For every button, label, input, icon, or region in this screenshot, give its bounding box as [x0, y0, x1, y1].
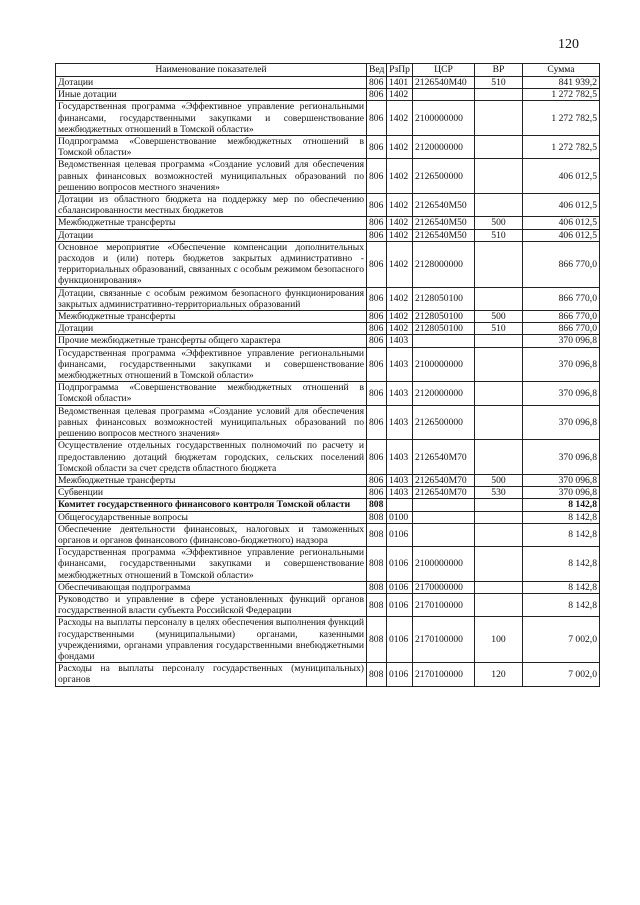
cell-sum: 7 002,0: [523, 617, 600, 663]
cell-sum: 370 096,8: [523, 335, 600, 347]
cell-rzpr: 1402: [387, 217, 413, 229]
cell-ved: 806: [367, 382, 387, 405]
cell-name: Расходы на выплаты персоналу государственных (муниципальных) органов: [56, 663, 367, 686]
cell-sum: 841 939,2: [523, 77, 600, 89]
cell-ved: 806: [367, 287, 387, 310]
cell-ved: 806: [367, 241, 387, 287]
cell-name: Субвенции: [56, 487, 367, 499]
cell-name: Межбюджетные трансферты: [56, 311, 367, 323]
cell-sum: 8 142,8: [523, 581, 600, 593]
cell-csr: 2100000000: [413, 547, 475, 582]
cell-name: Государственная программа «Эффективное управление региональными финансами, государственными закупками и совершенствование межбюджетных отношений в Томской области»: [56, 347, 367, 382]
cell-csr: 2126540М70: [413, 440, 475, 475]
cell-name: Обеспечение деятельности финансовых, налоговых и таможенных органов и органов финансового (финансово-бюджетного) надзора: [56, 523, 367, 546]
table-row: [56, 663, 600, 686]
cell-sum: 370 096,8: [523, 440, 600, 475]
cell-rzpr: 1401: [387, 77, 413, 89]
cell-vr: [475, 581, 523, 593]
cell-name: Расходы на выплаты персоналу в целях обеспечения выполнения функций государственными (муниципальными) органами, казенными учреждениями, органами управления государственными внебюджетными фондами: [56, 617, 367, 663]
cell-sum: 406 012,5: [523, 217, 600, 229]
cell-rzpr: 1402: [387, 101, 413, 136]
cell-vr: [475, 136, 523, 159]
cell-csr: 2170100000: [413, 617, 475, 663]
cell-csr: 2126500000: [413, 159, 475, 194]
cell-name: Осуществление отдельных государственных полномочий по расчету и предоставлению дотаций бюджетам городских, сельских поселений Томской области за счет средств областного бюджета: [56, 440, 367, 475]
table-row: [56, 347, 600, 382]
cell-sum: 370 096,8: [523, 382, 600, 405]
cell-vr: [475, 511, 523, 523]
cell-sum: 370 096,8: [523, 405, 600, 440]
cell-vr: 500: [475, 474, 523, 486]
cell-ved: 808: [367, 593, 387, 616]
header-ved: Вед: [367, 64, 387, 77]
cell-ved: 806: [367, 136, 387, 159]
cell-rzpr: 1402: [387, 159, 413, 194]
cell-name: Ведомственная целевая программа «Создание условий для обеспечения равных финансовых возможностей муниципальных образований по решению вопросов местного значения»: [56, 405, 367, 440]
table-row: [56, 547, 600, 582]
table-row: [56, 511, 600, 523]
table-row: [56, 136, 600, 159]
cell-sum: 8 142,8: [523, 499, 600, 511]
cell-csr: 2120000000: [413, 382, 475, 405]
cell-vr: 510: [475, 77, 523, 89]
cell-rzpr: 0106: [387, 547, 413, 582]
cell-name: Подпрограмма «Совершенствование межбюджетных отношений в Томской области»: [56, 136, 367, 159]
cell-csr: 2128050100: [413, 287, 475, 310]
cell-sum: 866 770,0: [523, 287, 600, 310]
cell-csr: 2120000000: [413, 136, 475, 159]
cell-csr: [413, 511, 475, 523]
cell-csr: [413, 499, 475, 511]
table-row: [56, 487, 600, 499]
cell-rzpr: 1403: [387, 474, 413, 486]
cell-name: Ведомственная целевая программа «Создание условий для обеспечения равных финансовых возможностей муниципальных образований по решению вопросов местного значения»: [56, 159, 367, 194]
cell-csr: 2170100000: [413, 593, 475, 616]
cell-csr: 2126540М40: [413, 77, 475, 89]
cell-sum: 8 142,8: [523, 593, 600, 616]
cell-vr: [475, 547, 523, 582]
cell-vr: [475, 159, 523, 194]
cell-rzpr: 1403: [387, 335, 413, 347]
cell-vr: [475, 523, 523, 546]
cell-vr: 500: [475, 217, 523, 229]
cell-ved: 808: [367, 663, 387, 686]
table-row: [56, 581, 600, 593]
table-row: [56, 194, 600, 217]
cell-ved: 806: [367, 229, 387, 241]
header-rzpr: РзПр: [387, 64, 413, 77]
cell-ved: 806: [367, 474, 387, 486]
page-number: 120: [558, 37, 579, 52]
cell-rzpr: 0106: [387, 523, 413, 546]
header-name: Наименование показателей: [56, 64, 367, 77]
cell-rzpr: 1402: [387, 194, 413, 217]
cell-vr: [475, 101, 523, 136]
table-row: [56, 593, 600, 616]
cell-ved: 806: [367, 405, 387, 440]
cell-csr: 2126540М50: [413, 217, 475, 229]
cell-rzpr: 1403: [387, 382, 413, 405]
cell-name: Дотации, связанные с особым режимом безопасного функционирования закрытых административно-территориальных образований: [56, 287, 367, 310]
cell-csr: [413, 89, 475, 101]
table-row: [56, 311, 600, 323]
cell-name: Общегосударственные вопросы: [56, 511, 367, 523]
cell-vr: [475, 440, 523, 475]
cell-name: Обеспечивающая подпрограмма: [56, 581, 367, 593]
cell-ved: 808: [367, 523, 387, 546]
cell-ved: 806: [367, 335, 387, 347]
cell-rzpr: 1403: [387, 440, 413, 475]
cell-sum: 8 142,8: [523, 523, 600, 546]
cell-name: Иные дотации: [56, 89, 367, 101]
cell-rzpr: 1402: [387, 89, 413, 101]
cell-sum: 370 096,8: [523, 347, 600, 382]
table-row: [56, 229, 600, 241]
cell-rzpr: 1403: [387, 347, 413, 382]
header-vr: ВР: [475, 64, 523, 77]
cell-csr: [413, 523, 475, 546]
cell-ved: 806: [367, 217, 387, 229]
cell-ved: 808: [367, 547, 387, 582]
cell-sum: 406 012,5: [523, 194, 600, 217]
cell-sum: 1 272 782,5: [523, 136, 600, 159]
cell-name: Дотации: [56, 323, 367, 335]
cell-name: Межбюджетные трансферты: [56, 474, 367, 486]
cell-ved: 806: [367, 77, 387, 89]
cell-vr: [475, 335, 523, 347]
cell-rzpr: 1402: [387, 241, 413, 287]
cell-name: Государственная программа «Эффективное управление региональными финансами, государственными закупками и совершенствование межбюджетных отношений в Томской области»: [56, 101, 367, 136]
cell-name: Дотации: [56, 77, 367, 89]
cell-ved: 808: [367, 511, 387, 523]
header-sum: Сумма: [523, 64, 600, 77]
table-row: [56, 335, 600, 347]
cell-ved: 806: [367, 101, 387, 136]
cell-sum: 8 142,8: [523, 547, 600, 582]
cell-vr: 100: [475, 617, 523, 663]
table-row: [56, 101, 600, 136]
table-row: [56, 440, 600, 475]
table-row: [56, 499, 600, 511]
cell-csr: 2126500000: [413, 405, 475, 440]
cell-ved: 806: [367, 323, 387, 335]
cell-name: Прочие межбюджетные трансферты общего характера: [56, 335, 367, 347]
cell-sum: 406 012,5: [523, 159, 600, 194]
cell-rzpr: 0100: [387, 511, 413, 523]
cell-ved: 806: [367, 159, 387, 194]
cell-name: Руководство и управление в сфере установленных функций органов государственной власти субъекта Российской Федерации: [56, 593, 367, 616]
cell-vr: 120: [475, 663, 523, 686]
cell-rzpr: 1402: [387, 311, 413, 323]
cell-name: Межбюджетные трансферты: [56, 217, 367, 229]
table-row: [56, 323, 600, 335]
cell-ved: 806: [367, 194, 387, 217]
cell-ved: 808: [367, 617, 387, 663]
cell-vr: [475, 89, 523, 101]
cell-csr: [413, 335, 475, 347]
cell-name: Подпрограмма «Совершенствование межбюджетных отношений в Томской области»: [56, 382, 367, 405]
cell-csr: 2126540М70: [413, 487, 475, 499]
cell-rzpr: 0106: [387, 663, 413, 686]
cell-rzpr: 1403: [387, 487, 413, 499]
cell-csr: 2128000000: [413, 241, 475, 287]
cell-vr: [475, 593, 523, 616]
cell-name: Основное мероприятие «Обеспечение компенсации дополнительных расходов и (или) потерь бюджетов закрытых административно - территориальных образований, связанных с особым режимом безопасного функционирования»: [56, 241, 367, 287]
cell-name: Государственная программа «Эффективное управление региональными финансами, государственными закупками и совершенствование межбюджетных отношений в Томской области»: [56, 547, 367, 582]
table-row: [56, 405, 600, 440]
cell-ved: 806: [367, 89, 387, 101]
cell-ved: 808: [367, 499, 387, 511]
table-row: [56, 287, 600, 310]
table-row: [56, 382, 600, 405]
cell-sum: 406 012,5: [523, 229, 600, 241]
cell-csr: 2126540М50: [413, 194, 475, 217]
cell-vr: 530: [475, 487, 523, 499]
table-row: [56, 241, 600, 287]
cell-rzpr: 1402: [387, 287, 413, 310]
cell-csr: 2100000000: [413, 101, 475, 136]
header-csr: ЦСР: [413, 64, 475, 77]
cell-vr: [475, 347, 523, 382]
cell-sum: 866 770,0: [523, 241, 600, 287]
cell-ved: 806: [367, 311, 387, 323]
cell-vr: 510: [475, 229, 523, 241]
cell-csr: 2126540М70: [413, 474, 475, 486]
cell-ved: 808: [367, 581, 387, 593]
cell-vr: [475, 405, 523, 440]
cell-sum: 370 096,8: [523, 474, 600, 486]
cell-sum: 8 142,8: [523, 511, 600, 523]
cell-vr: 510: [475, 323, 523, 335]
cell-csr: 2126540М50: [413, 229, 475, 241]
cell-sum: 866 770,0: [523, 323, 600, 335]
cell-rzpr: 0106: [387, 593, 413, 616]
cell-name: Комитет государственного финансового контроля Томской области: [56, 499, 367, 511]
cell-name: Дотации из областного бюджета на поддержку мер по обеспечению сбалансированности местных бюджетов: [56, 194, 367, 217]
table-row: [56, 523, 600, 546]
cell-ved: 806: [367, 347, 387, 382]
cell-sum: 1 272 782,5: [523, 89, 600, 101]
table-body: [56, 77, 600, 687]
cell-name: Дотации: [56, 229, 367, 241]
table-row: [56, 474, 600, 486]
cell-csr: 2128050100: [413, 311, 475, 323]
cell-rzpr: 1402: [387, 323, 413, 335]
cell-ved: 806: [367, 487, 387, 499]
cell-rzpr: 0106: [387, 617, 413, 663]
cell-rzpr: 1403: [387, 405, 413, 440]
budget-table: [55, 63, 600, 687]
cell-vr: [475, 382, 523, 405]
cell-sum: 1 272 782,5: [523, 101, 600, 136]
cell-rzpr: 1402: [387, 229, 413, 241]
table-header-row: [56, 64, 600, 77]
cell-rzpr: [387, 499, 413, 511]
cell-csr: 2170100000: [413, 663, 475, 686]
cell-csr: 2170000000: [413, 581, 475, 593]
table-row: [56, 77, 600, 89]
cell-rzpr: 0106: [387, 581, 413, 593]
cell-vr: [475, 241, 523, 287]
cell-vr: [475, 287, 523, 310]
cell-vr: 500: [475, 311, 523, 323]
cell-ved: 806: [367, 440, 387, 475]
table-row: [56, 159, 600, 194]
cell-csr: 2100000000: [413, 347, 475, 382]
cell-vr: [475, 194, 523, 217]
cell-rzpr: 1402: [387, 136, 413, 159]
cell-sum: 866 770,0: [523, 311, 600, 323]
cell-sum: 370 096,8: [523, 487, 600, 499]
table-row: [56, 617, 600, 663]
table-row: [56, 89, 600, 101]
cell-vr: [475, 499, 523, 511]
table-row: [56, 217, 600, 229]
cell-csr: 2128050100: [413, 323, 475, 335]
cell-sum: 7 002,0: [523, 663, 600, 686]
